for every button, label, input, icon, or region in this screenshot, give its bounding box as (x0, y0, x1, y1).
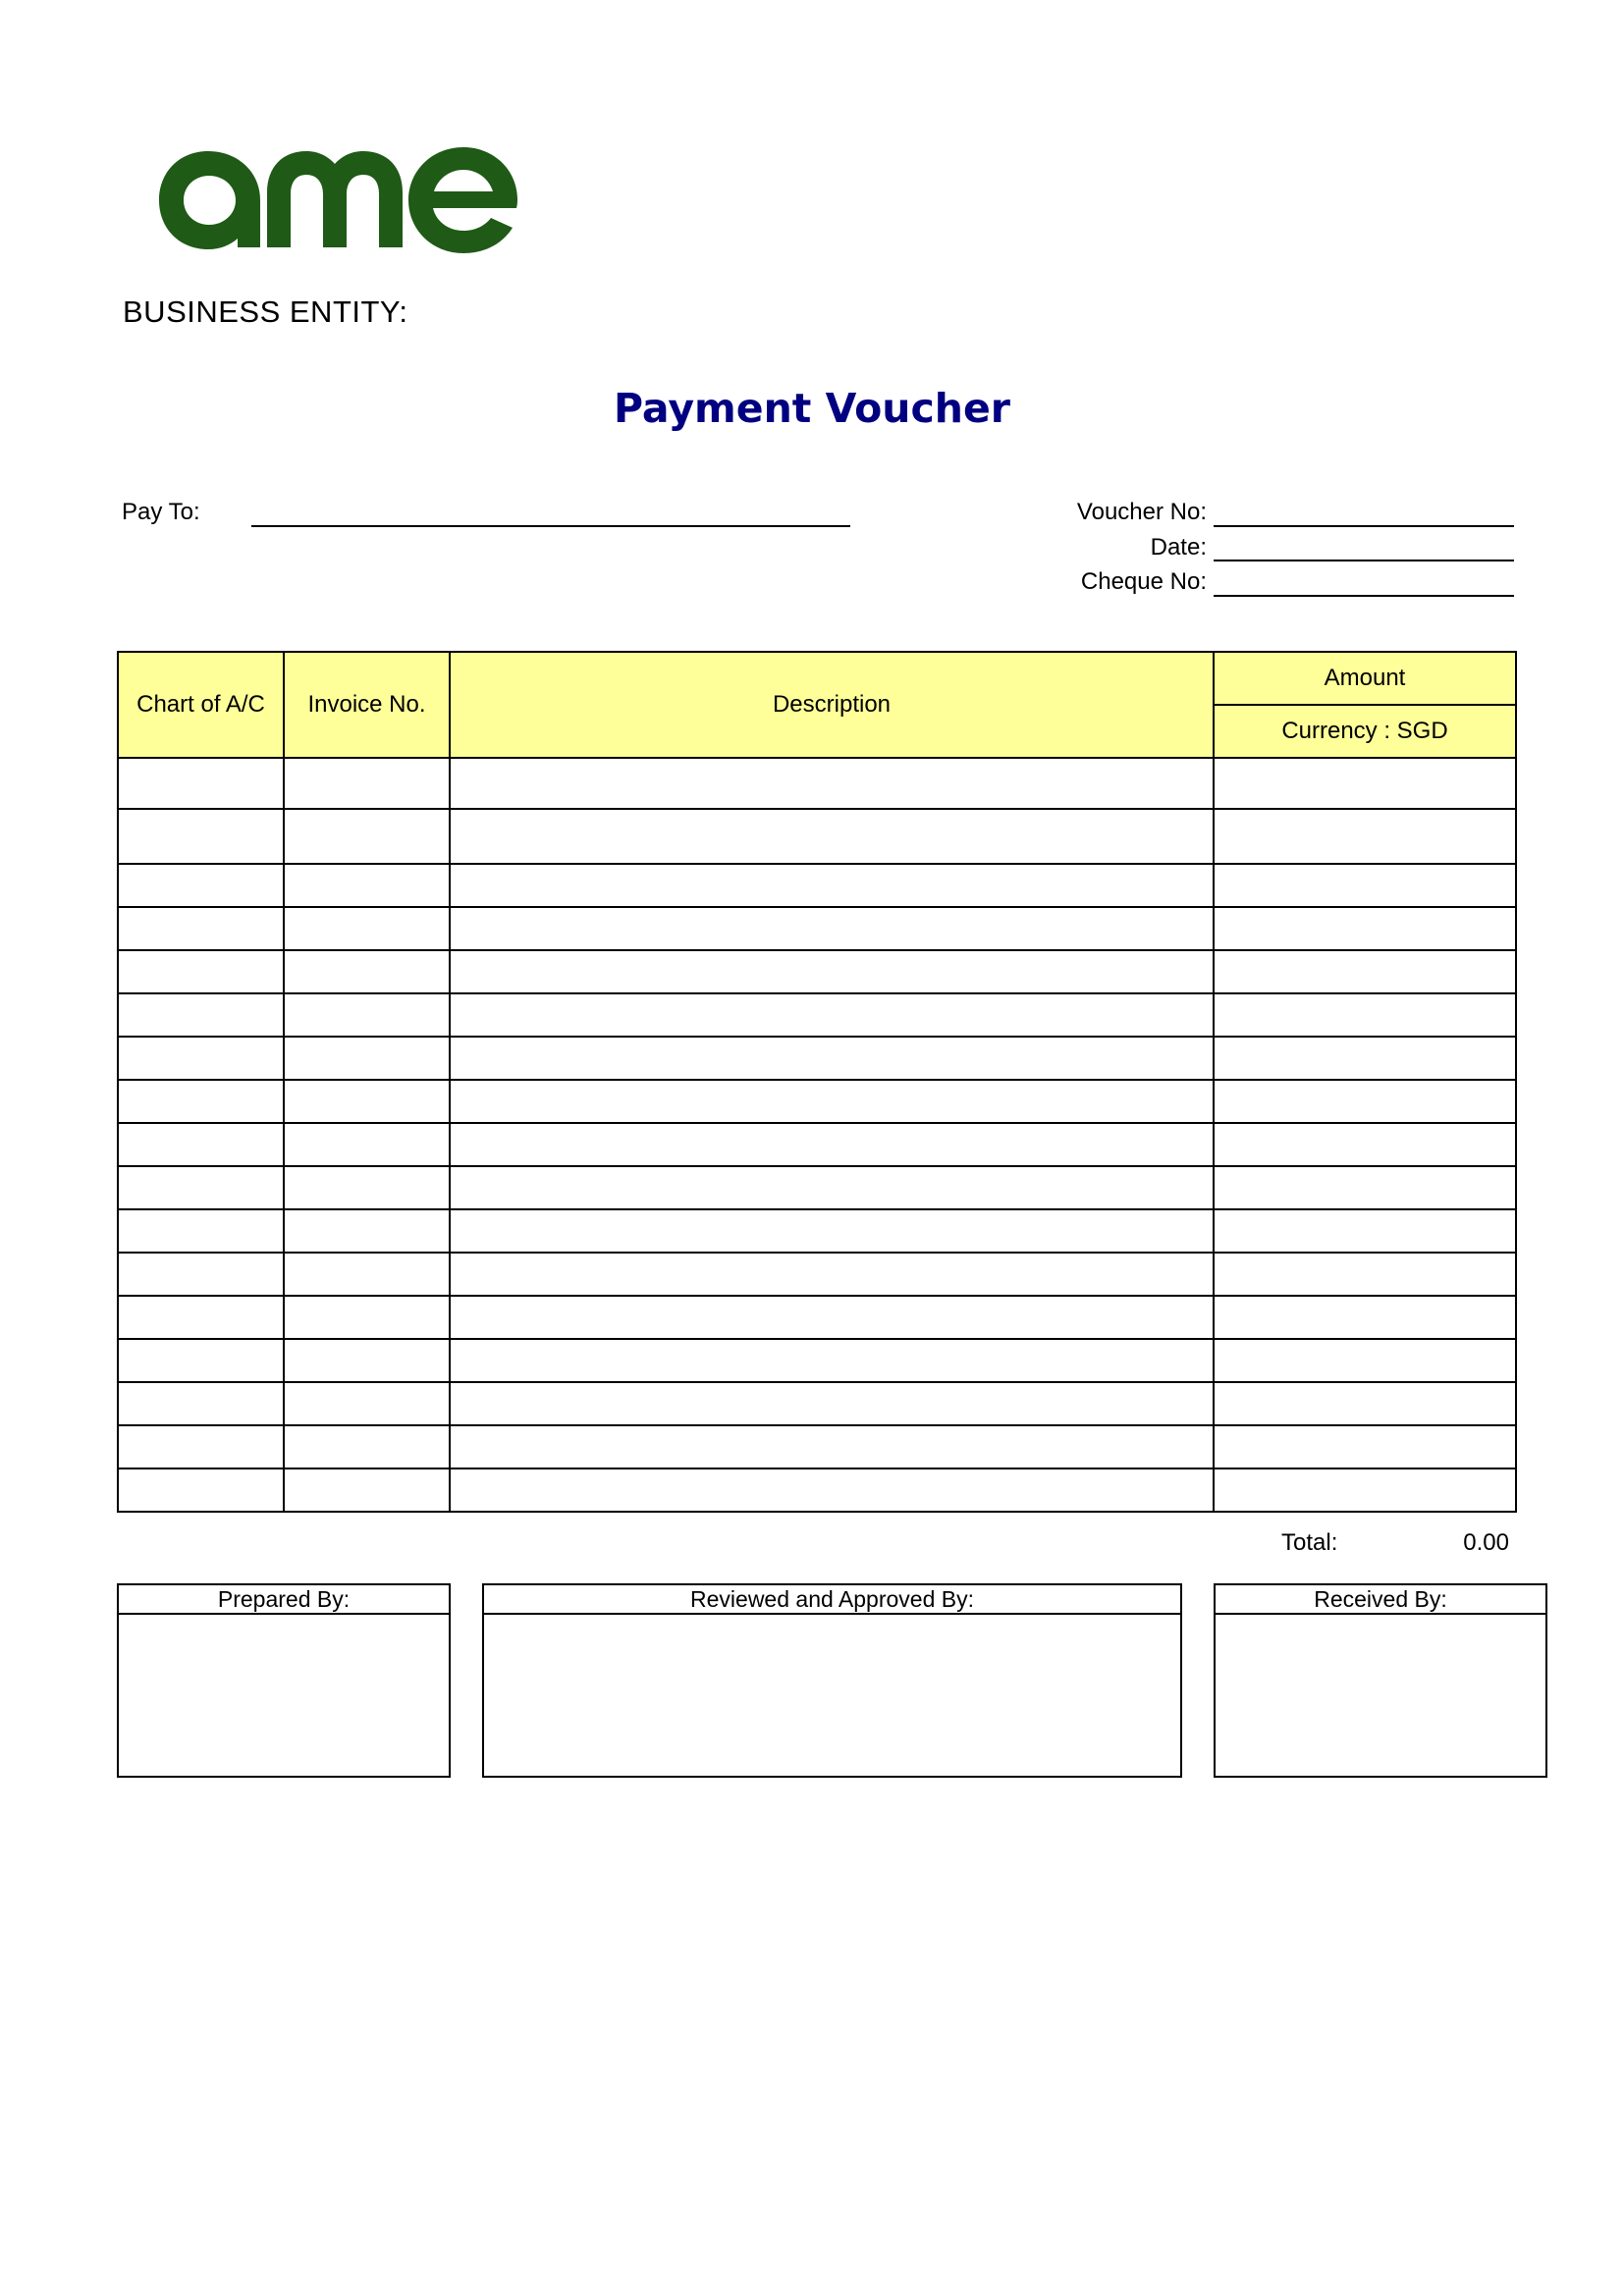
cell-description[interactable] (450, 993, 1214, 1037)
cell-description[interactable] (450, 1382, 1214, 1425)
business-entity-label: BUSINESS ENTITY: (123, 294, 408, 329)
cell-description[interactable] (450, 950, 1214, 993)
voucher-no-field[interactable] (1214, 525, 1514, 527)
cell-description[interactable] (450, 1166, 1214, 1209)
column-header-description: Description (450, 652, 1214, 758)
table-row (118, 1253, 1516, 1296)
column-header-amount: Amount (1214, 652, 1516, 705)
cheque-no-field[interactable] (1214, 595, 1514, 597)
cell-amount[interactable] (1214, 1425, 1516, 1468)
cell-amount[interactable] (1214, 1253, 1516, 1296)
cell-chart[interactable] (118, 1123, 284, 1166)
cell-chart[interactable] (118, 1425, 284, 1468)
cell-amount[interactable] (1214, 1339, 1516, 1382)
date-field[interactable] (1214, 560, 1514, 561)
cell-chart[interactable] (118, 1253, 284, 1296)
cheque-no-label: Cheque No: (1080, 568, 1207, 595)
column-header-chart-of-ac: Chart of A/C (118, 652, 284, 758)
cell-description[interactable] (450, 1209, 1214, 1253)
table-row (118, 1425, 1516, 1468)
table-row (118, 1382, 1516, 1425)
cell-amount[interactable] (1214, 993, 1516, 1037)
cell-invoice[interactable] (284, 758, 450, 809)
voucher-items-table (117, 651, 1517, 1513)
cell-invoice[interactable] (284, 1296, 450, 1339)
cell-invoice[interactable] (284, 1166, 450, 1209)
table-row (118, 1080, 1516, 1123)
cell-invoice[interactable] (284, 1209, 450, 1253)
cell-invoice[interactable] (284, 993, 450, 1037)
cell-description[interactable] (450, 1468, 1214, 1512)
cell-description[interactable] (450, 758, 1214, 809)
cell-invoice[interactable] (284, 1080, 450, 1123)
table-row (118, 1296, 1516, 1339)
cell-description[interactable] (450, 1296, 1214, 1339)
cell-description[interactable] (450, 1080, 1214, 1123)
pay-to-label: Pay To: (122, 499, 200, 525)
cell-chart[interactable] (118, 1339, 284, 1382)
table-row (118, 993, 1516, 1037)
reviewed-approved-by-label: Reviewed and Approved By: (484, 1585, 1180, 1615)
cell-chart[interactable] (118, 1080, 284, 1123)
cell-amount[interactable] (1214, 1166, 1516, 1209)
cell-chart[interactable] (118, 1296, 284, 1339)
prepared-by-box[interactable] (117, 1583, 451, 1778)
prepared-by-label: Prepared By: (119, 1585, 449, 1615)
table-row (118, 864, 1516, 907)
cell-invoice[interactable] (284, 1037, 450, 1080)
cell-chart[interactable] (118, 1468, 284, 1512)
cell-amount[interactable] (1214, 758, 1516, 809)
received-by-box[interactable] (1214, 1583, 1547, 1778)
cell-invoice[interactable] (284, 907, 450, 950)
cell-invoice[interactable] (284, 1123, 450, 1166)
cell-description[interactable] (450, 864, 1214, 907)
cell-amount[interactable] (1214, 950, 1516, 993)
cell-chart[interactable] (118, 864, 284, 907)
cell-description[interactable] (450, 1123, 1214, 1166)
cell-chart[interactable] (118, 993, 284, 1037)
table-body (118, 758, 1516, 1512)
cell-description[interactable] (450, 1037, 1214, 1080)
table-row (118, 809, 1516, 864)
cell-chart[interactable] (118, 1166, 284, 1209)
cell-invoice[interactable] (284, 1253, 450, 1296)
voucher-no-label: Voucher No: (1076, 499, 1207, 525)
company-logo (157, 137, 520, 260)
cell-invoice[interactable] (284, 1339, 450, 1382)
cell-invoice[interactable] (284, 864, 450, 907)
date-label: Date: (1150, 534, 1207, 561)
page-title: Payment Voucher (613, 385, 1011, 432)
cell-invoice[interactable] (284, 950, 450, 993)
table-row (118, 758, 1516, 809)
cell-description[interactable] (450, 1339, 1214, 1382)
table-row (118, 950, 1516, 993)
currency-label: Currency : SGD (1214, 705, 1516, 758)
received-by-label: Received By: (1216, 1585, 1545, 1615)
cell-chart[interactable] (118, 1382, 284, 1425)
cell-amount[interactable] (1214, 1382, 1516, 1425)
table-row (118, 1339, 1516, 1382)
table-row (118, 1209, 1516, 1253)
table-row (118, 907, 1516, 950)
cell-amount[interactable] (1214, 809, 1516, 864)
cell-description[interactable] (450, 1253, 1214, 1296)
total-value: 0.00 (1463, 1529, 1509, 1556)
cell-invoice[interactable] (284, 1425, 450, 1468)
table-row (118, 1166, 1516, 1209)
column-header-invoice-no: Invoice No. (284, 652, 450, 758)
cell-amount[interactable] (1214, 1123, 1516, 1166)
cell-chart[interactable] (118, 950, 284, 993)
reviewed-approved-by-box[interactable] (482, 1583, 1182, 1778)
cell-invoice[interactable] (284, 809, 450, 864)
table-row (118, 1468, 1516, 1512)
cell-description[interactable] (450, 1425, 1214, 1468)
cell-invoice[interactable] (284, 1382, 450, 1425)
cell-amount[interactable] (1214, 1296, 1516, 1339)
cell-chart[interactable] (118, 907, 284, 950)
cell-invoice[interactable] (284, 1468, 450, 1512)
cell-amount[interactable] (1214, 1037, 1516, 1080)
cell-amount[interactable] (1214, 1468, 1516, 1512)
cell-amount[interactable] (1214, 864, 1516, 907)
cell-description[interactable] (450, 809, 1214, 864)
cell-chart[interactable] (118, 758, 284, 809)
pay-to-field[interactable] (251, 525, 850, 527)
cell-amount[interactable] (1214, 907, 1516, 950)
table-row (118, 1037, 1516, 1080)
cell-description[interactable] (450, 907, 1214, 950)
cell-chart[interactable] (118, 1037, 284, 1080)
cell-chart[interactable] (118, 809, 284, 864)
cell-amount[interactable] (1214, 1080, 1516, 1123)
cell-amount[interactable] (1214, 1209, 1516, 1253)
table-row (118, 1123, 1516, 1166)
cell-chart[interactable] (118, 1209, 284, 1253)
total-label: Total: (1281, 1529, 1338, 1556)
